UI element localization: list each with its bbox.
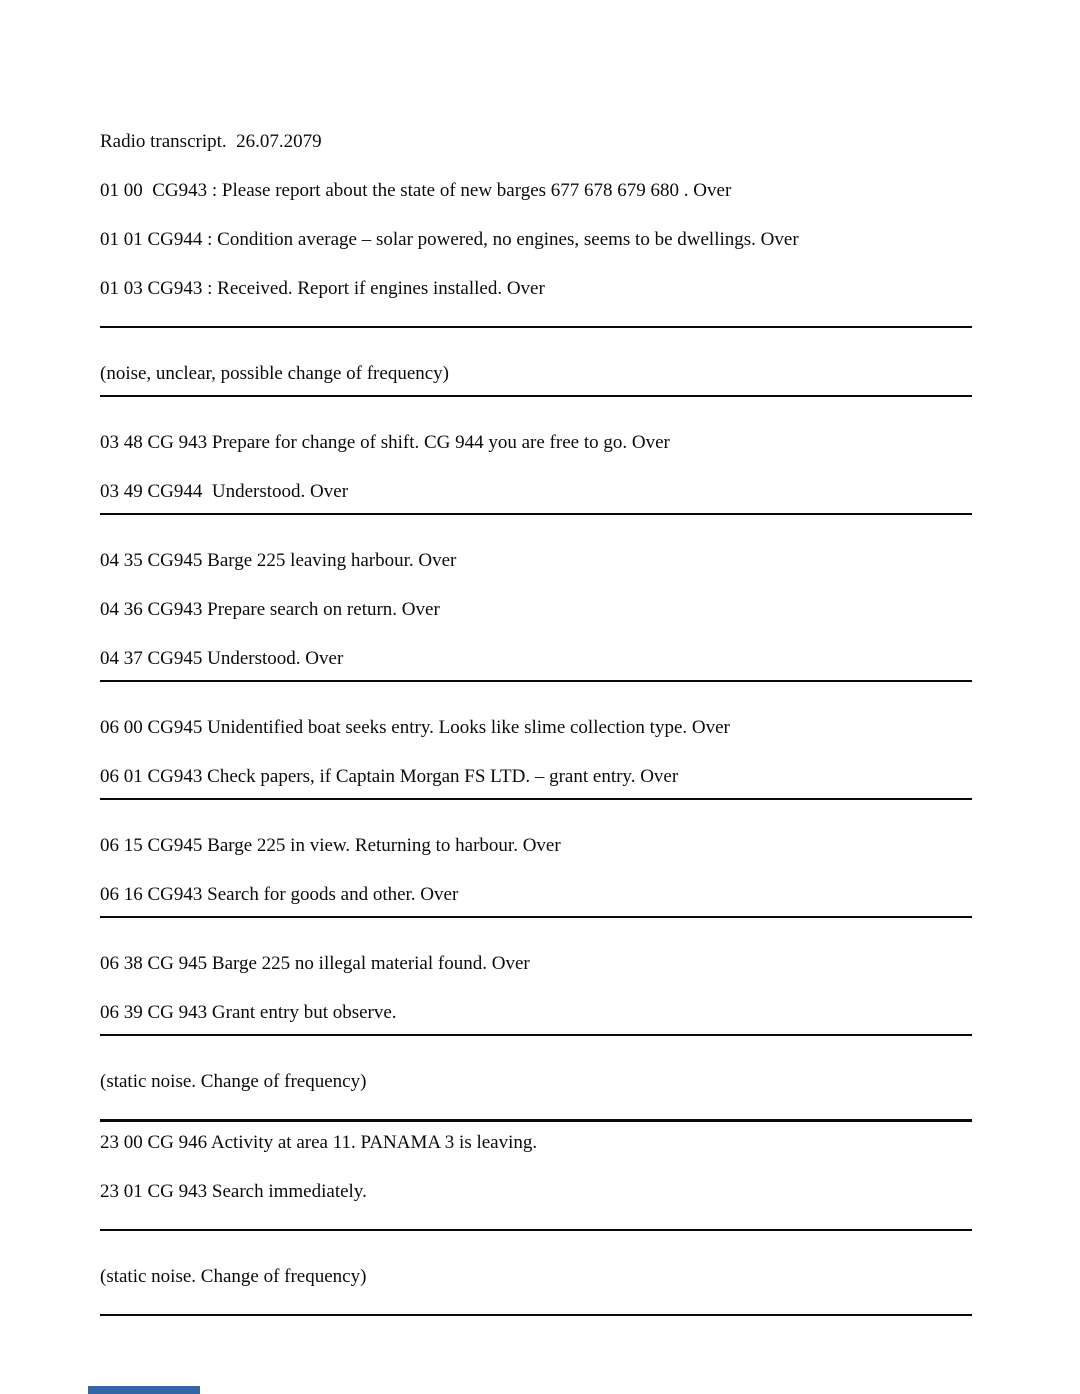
- divider: [100, 1314, 972, 1316]
- transcript-line: 06 00 CG945 Unidentified boat seeks entry. Looks like slime collection type. Over: [100, 717, 730, 738]
- transcript-line: 03 49 CG944 Understood. Over: [100, 481, 349, 502]
- divider: [100, 916, 972, 918]
- noise-note: (static noise. Change of frequency): [100, 1266, 367, 1287]
- transcript-line: 03 48 CG 943 Prepare for change of shift. CG 944 you are free to go. Over: [100, 432, 670, 453]
- transcript-line: 04 36 CG943 Prepare search on return. Over: [100, 599, 440, 620]
- divider: [100, 680, 972, 682]
- divider: [100, 1229, 972, 1231]
- transcript-line: 06 39 CG 943 Grant entry but observe.: [100, 1002, 397, 1023]
- document-title: Radio transcript. 26.07.2079: [100, 131, 322, 152]
- divider: [100, 513, 972, 515]
- transcript-line: 04 37 CG945 Understood. Over: [100, 648, 344, 669]
- transcript-line: 06 38 CG 945 Barge 225 no illegal material found. Over: [100, 953, 530, 974]
- divider: [100, 395, 972, 397]
- transcript-line: 06 01 CG943 Check papers, if Captain Morgan FS LTD. – grant entry. Over: [100, 766, 679, 787]
- noise-note: (static noise. Change of frequency): [100, 1071, 367, 1092]
- transcript-line: 01 03 CG943 : Received. Report if engines installed. Over: [100, 278, 545, 299]
- noise-note: (noise, unclear, possible change of frequency): [100, 363, 450, 384]
- divider: [100, 326, 972, 328]
- transcript-line: 06 16 CG943 Search for goods and other. Over: [100, 884, 459, 905]
- transcript-line: 23 01 CG 943 Search immediately.: [100, 1181, 367, 1202]
- divider-thick: [100, 1119, 972, 1122]
- divider: [100, 798, 972, 800]
- transcript-line: 04 35 CG945 Barge 225 leaving harbour. Over: [100, 550, 457, 571]
- transcript-line: 01 01 CG944 : Condition average – solar powered, no engines, seems to be dwellings. Over: [100, 229, 799, 250]
- transcript-line: 06 15 CG945 Barge 225 in view. Returning to harbour. Over: [100, 835, 561, 856]
- divider: [100, 1034, 972, 1036]
- transcript-line: 01 00 CG943 : Please report about the state of new barges 677 678 679 680 . Over: [100, 180, 732, 201]
- bottom-blue-bar: [88, 1386, 200, 1394]
- transcript-line: 23 00 CG 946 Activity at area 11. PANAMA 3 is leaving.: [100, 1132, 538, 1153]
